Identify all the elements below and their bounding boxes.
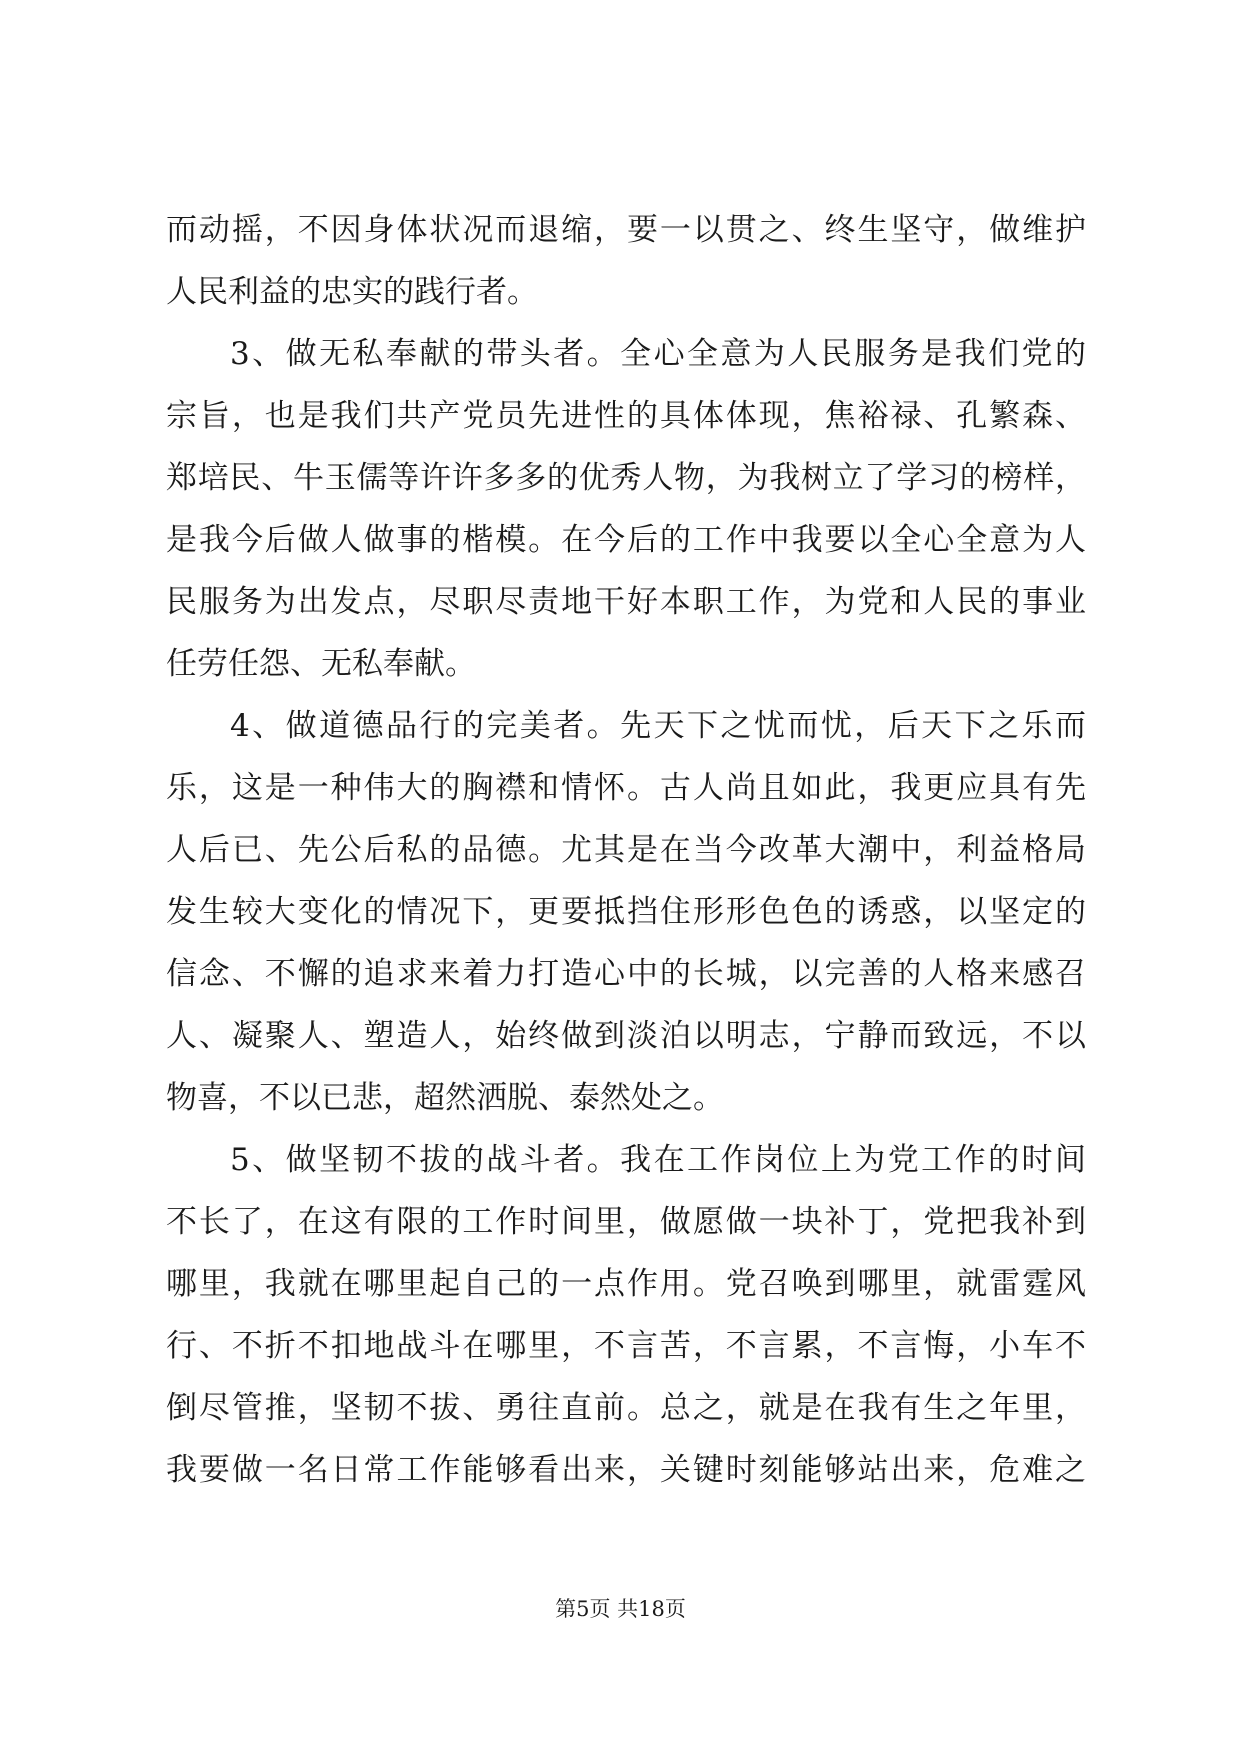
body-text-line: 宗旨，也是我们共产党员先进性的具体体现，焦裕禄、孔繁森、 — [166, 398, 1086, 434]
body-text-line: 不长了，在这有限的工作时间里，做愿做一块补丁，党把我补到 — [166, 1204, 1086, 1240]
body-text-line: 哪里，我就在哪里起自己的一点作用。党召唤到哪里，就雷霆风 — [166, 1266, 1086, 1302]
body-text-line: 倒尽管推，坚韧不拔、勇往直前。总之，就是在我有生之年里， — [166, 1390, 1086, 1426]
body-text-line: 是我今后做人做事的楷模。在今后的工作中我要以全心全意为人 — [166, 522, 1086, 558]
body-text-line: 郑培民、牛玉儒等许许多多的优秀人物，为我树立了学习的榜样， — [166, 460, 1086, 496]
body-text-line: 人、凝聚人、塑造人，始终做到淡泊以明志，宁静而致远，不以 — [166, 1018, 1086, 1054]
body-text-line: 物喜，不以已悲，超然洒脱、泰然处之。 — [166, 1080, 724, 1116]
body-text-line: 而动摇，不因身体状况而退缩，要一以贯之、终生坚守，做维护 — [166, 212, 1086, 248]
body-text-line: 人后已、先公后私的品德。尤其是在当今改革大潮中，利益格局 — [166, 832, 1086, 868]
body-text-line: 乐，这是一种伟大的胸襟和情怀。古人尚且如此，我更应具有先 — [166, 770, 1086, 806]
body-text-line: 行、不折不扣地战斗在哪里，不言苦，不言累，不言悔，小车不 — [166, 1328, 1086, 1364]
body-text-line: 人民利益的忠实的践行者。 — [166, 274, 538, 310]
paragraph-first-line: 4、做道德品行的完美者。先天下之忧而忧，后天下之乐而 — [230, 708, 1086, 744]
paragraph-first-line: 5、做坚韧不拔的战斗者。我在工作岗位上为党工作的时间 — [230, 1142, 1086, 1178]
body-text-line: 发生较大变化的情况下，更要抵挡住形形色色的诱惑，以坚定的 — [166, 894, 1086, 930]
body-text-line: 我要做一名日常工作能够看出来，关键时刻能够站出来，危难之 — [166, 1452, 1086, 1488]
body-text-line: 任劳任怨、无私奉献。 — [166, 646, 476, 682]
paragraph-first-line: 3、做无私奉献的带头者。全心全意为人民服务是我们党的 — [230, 336, 1086, 372]
body-text-line: 信念、不懈的追求来着力打造心中的长城，以完善的人格来感召 — [166, 956, 1086, 992]
body-text-line: 民服务为出发点，尽职尽责地干好本职工作，为党和人民的事业 — [166, 584, 1086, 620]
page-number-footer: 第5页 共18页 — [555, 1597, 686, 1621]
